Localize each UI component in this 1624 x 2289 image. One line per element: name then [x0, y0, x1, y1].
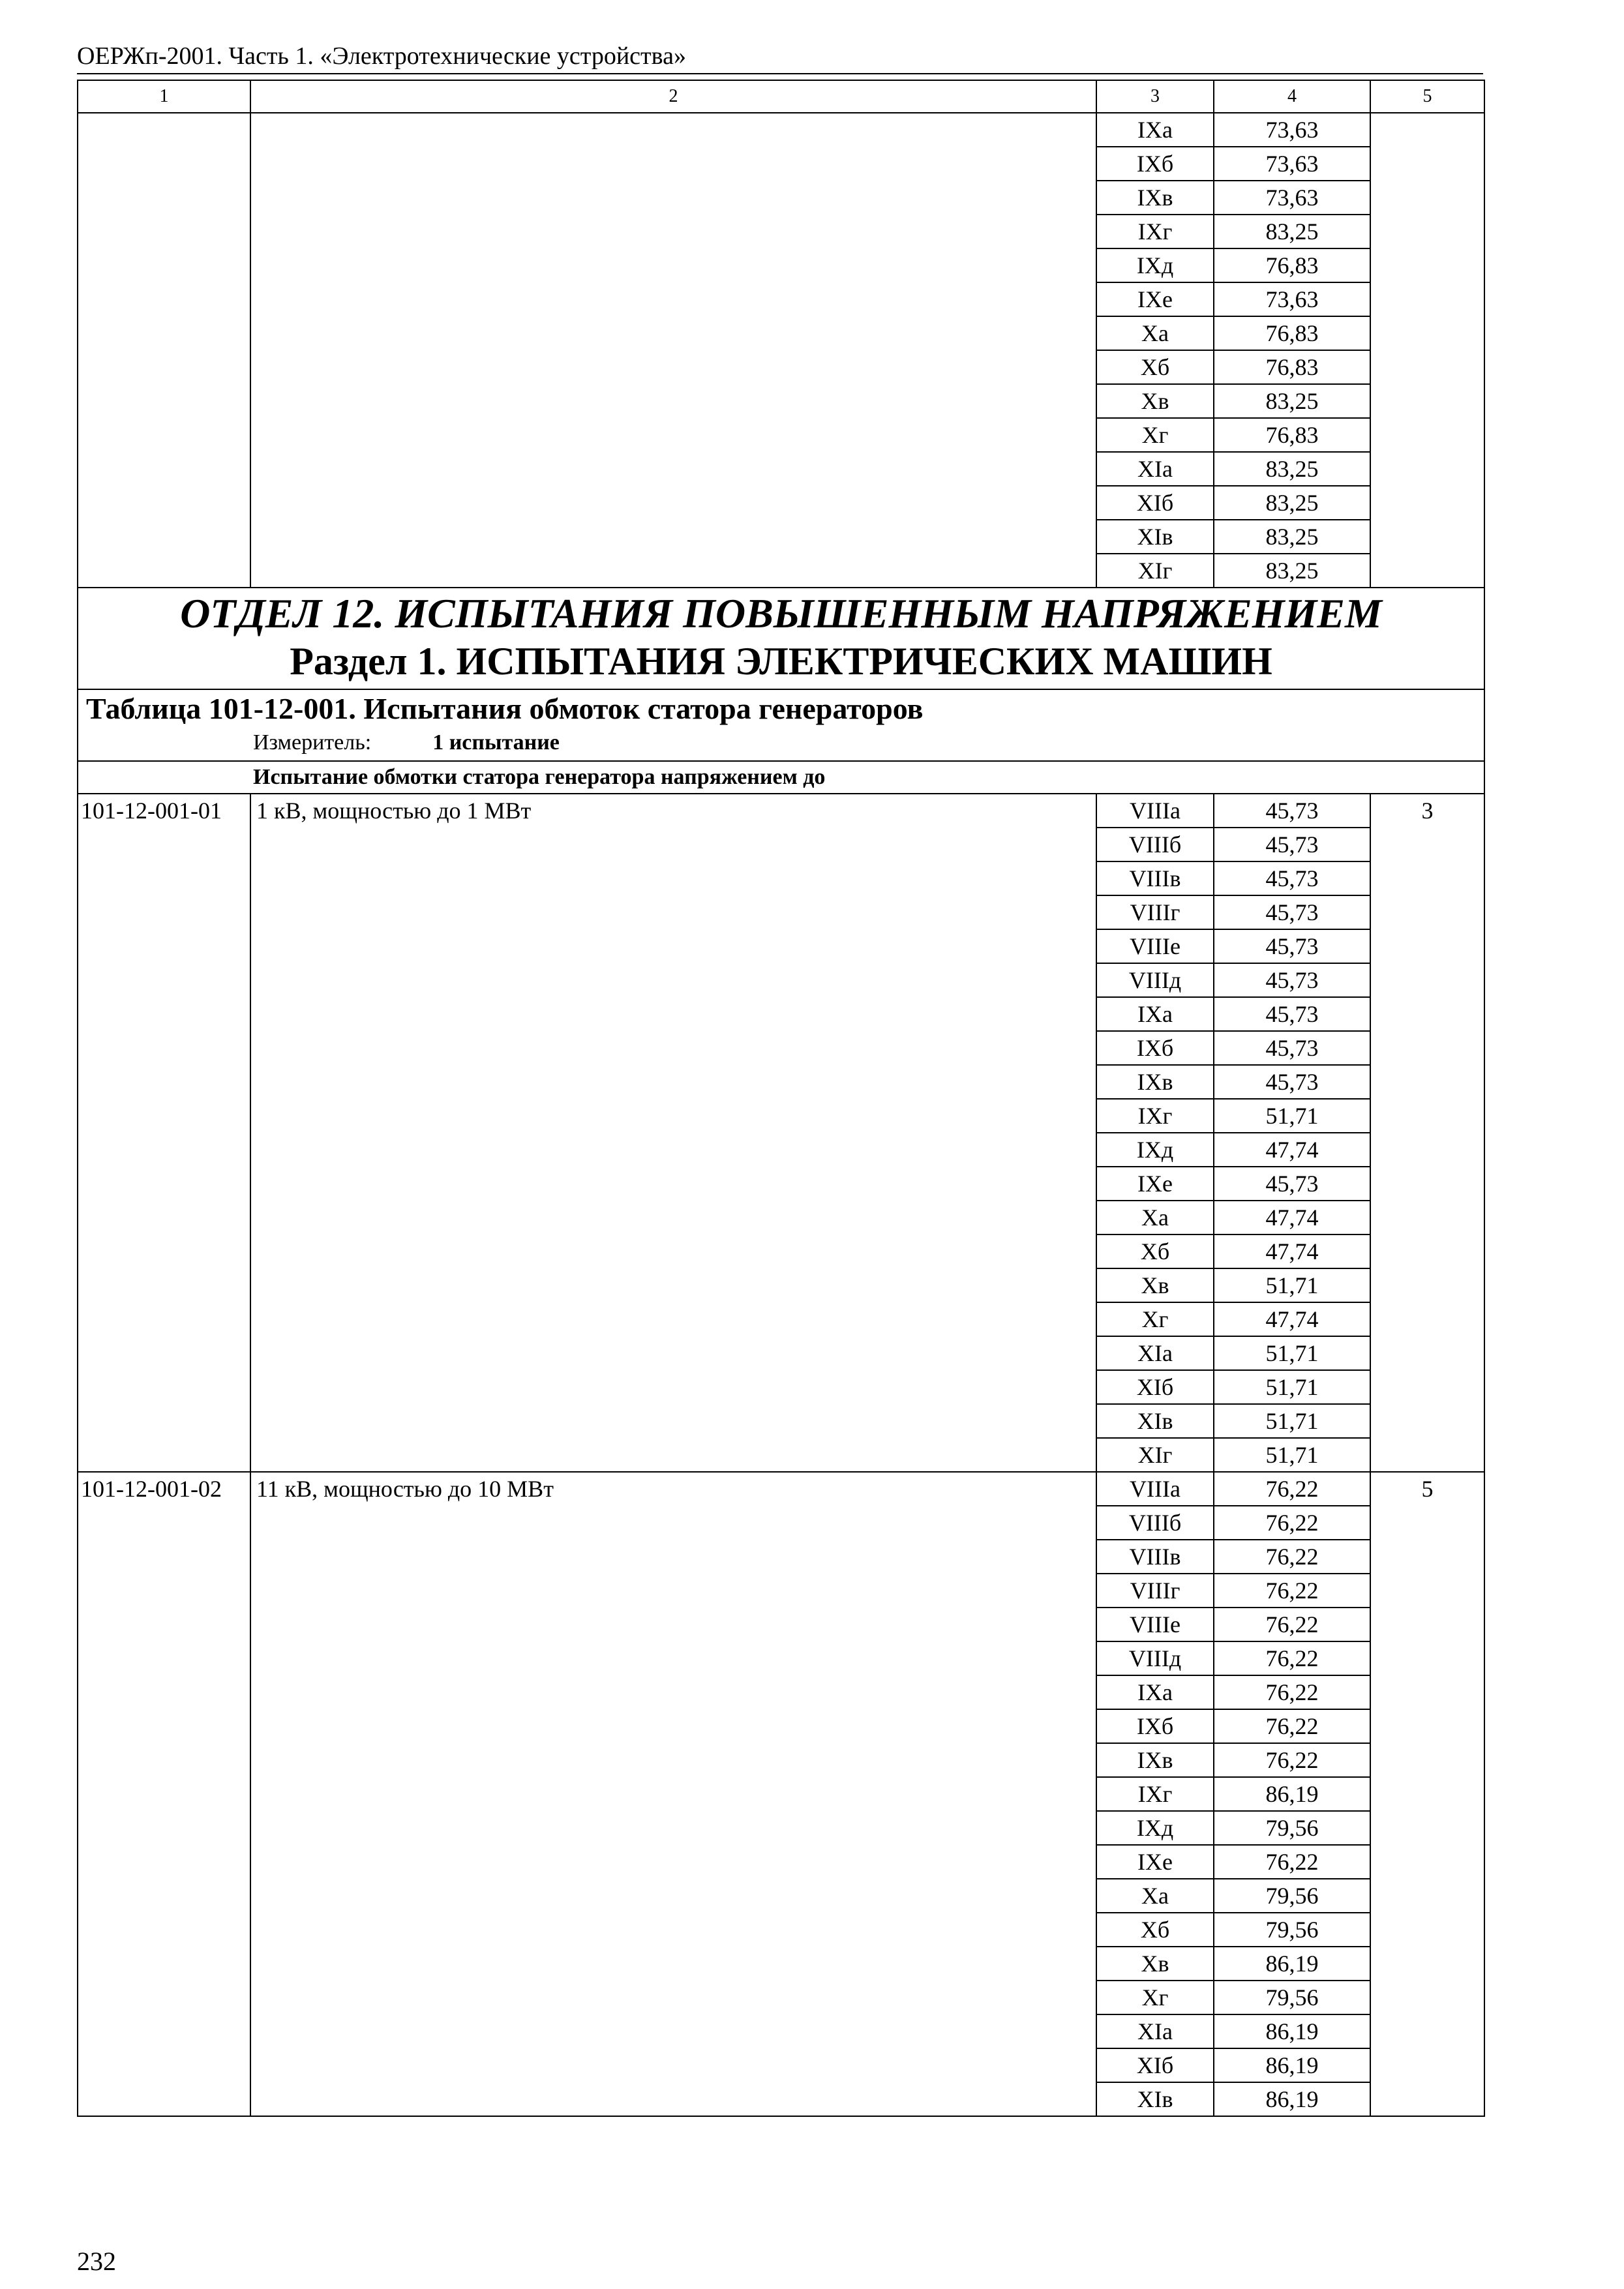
- category-cell: IXд: [1096, 248, 1214, 282]
- category-cell: XIв: [1096, 520, 1214, 554]
- category-cell: IXв: [1096, 181, 1214, 215]
- value-cell: 45,73: [1214, 997, 1370, 1031]
- category-cell: XIб: [1096, 486, 1214, 520]
- value-cell: 45,73: [1214, 895, 1370, 929]
- value-cell: 76,22: [1214, 1675, 1370, 1709]
- category-cell: XIа: [1096, 2014, 1214, 2048]
- value-cell: 51,71: [1214, 1099, 1370, 1133]
- category-cell: IXг: [1096, 1099, 1214, 1133]
- value-cell: 45,73: [1214, 1167, 1370, 1201]
- category-cell: VIIIв: [1096, 861, 1214, 895]
- category-cell: IXв: [1096, 1065, 1214, 1099]
- category-cell: XIа: [1096, 452, 1214, 486]
- value-cell: 83,25: [1214, 486, 1370, 520]
- value-cell: 83,25: [1214, 554, 1370, 588]
- group-title: Испытание обмотки статора генератора напряжением до: [253, 765, 826, 789]
- category-cell: Xа: [1096, 1879, 1214, 1913]
- table-title-row: [78, 689, 1484, 761]
- category-cell: VIIIб: [1096, 828, 1214, 861]
- category-cell: IXд: [1096, 1811, 1214, 1845]
- category-cell: IXг: [1096, 215, 1214, 248]
- category-cell: Xг: [1096, 1302, 1214, 1336]
- value-cell: 45,73: [1214, 1065, 1370, 1099]
- category-cell: Xв: [1096, 384, 1214, 418]
- category-cell: IXб: [1096, 1709, 1214, 1743]
- category-cell: IXа: [1096, 113, 1214, 147]
- value-cell: 79,56: [1214, 1879, 1370, 1913]
- category-cell: VIIIв: [1096, 1540, 1214, 1574]
- category-cell: XIб: [1096, 1370, 1214, 1404]
- item-code: 101-12-001-01: [78, 794, 250, 1472]
- category-cell: Xб: [1096, 350, 1214, 384]
- category-cell: VIIIе: [1096, 929, 1214, 963]
- column-number: 2: [250, 80, 1096, 113]
- value-cell: 76,22: [1214, 1608, 1370, 1641]
- category-cell: XIа: [1096, 1336, 1214, 1370]
- value-cell: 73,63: [1214, 113, 1370, 147]
- value-cell: 86,19: [1214, 2048, 1370, 2082]
- column-number: 4: [1214, 80, 1370, 113]
- value-cell: 73,63: [1214, 282, 1370, 316]
- category-cell: IXа: [1096, 997, 1214, 1031]
- category-cell: IXг: [1096, 1777, 1214, 1811]
- value-cell: 76,22: [1214, 1709, 1370, 1743]
- value-cell: 76,22: [1214, 1506, 1370, 1540]
- value-cell: 51,71: [1214, 1268, 1370, 1302]
- category-cell: IXв: [1096, 1743, 1214, 1777]
- column-number: 3: [1096, 80, 1214, 113]
- category-cell: IXе: [1096, 1845, 1214, 1879]
- value-cell: 45,73: [1214, 929, 1370, 963]
- col5-cell: [1370, 113, 1484, 588]
- value-cell: 79,56: [1214, 1913, 1370, 1947]
- page-header-title: ОЕРЖп-2001. Часть 1. «Электротехнические устройства»: [77, 42, 686, 70]
- value-cell: 51,71: [1214, 1336, 1370, 1370]
- item-col5: 3: [1370, 794, 1484, 1472]
- table-title-cell: [78, 689, 1484, 761]
- category-cell: VIIIд: [1096, 1641, 1214, 1675]
- value-cell: 47,74: [1214, 1234, 1370, 1268]
- column-number-row: [78, 80, 1484, 113]
- page-number: 232: [77, 2247, 116, 2276]
- value-cell: 47,74: [1214, 1302, 1370, 1336]
- value-cell: 79,56: [1214, 1811, 1370, 1845]
- value-cell: 47,74: [1214, 1133, 1370, 1167]
- category-cell: VIIIе: [1096, 1608, 1214, 1641]
- value-cell: 76,83: [1214, 248, 1370, 282]
- value-cell: 76,22: [1214, 1641, 1370, 1675]
- category-cell: XIв: [1096, 2082, 1214, 2116]
- table-row: [78, 113, 1484, 147]
- item-col5: 5: [1370, 1472, 1484, 2116]
- rates-table-body: [78, 80, 1484, 2116]
- measure-label: Измеритель:: [253, 730, 372, 755]
- category-cell: Xа: [1096, 1201, 1214, 1234]
- column-number: 5: [1370, 80, 1484, 113]
- value-cell: 51,71: [1214, 1438, 1370, 1472]
- value-cell: 79,56: [1214, 1981, 1370, 2014]
- value-cell: 76,83: [1214, 316, 1370, 350]
- value-cell: 76,22: [1214, 1540, 1370, 1574]
- value-cell: 73,63: [1214, 147, 1370, 181]
- value-cell: 86,19: [1214, 1777, 1370, 1811]
- category-cell: VIIIг: [1096, 1574, 1214, 1608]
- category-cell: VIIIд: [1096, 963, 1214, 997]
- description-cell: [250, 113, 1096, 588]
- value-cell: 45,73: [1214, 963, 1370, 997]
- category-cell: IXа: [1096, 1675, 1214, 1709]
- category-cell: VIIIа: [1096, 794, 1214, 828]
- category-cell: XIв: [1096, 1404, 1214, 1438]
- rates-table: [77, 80, 1485, 2117]
- group-title-row: [78, 761, 1484, 794]
- category-cell: VIIIб: [1096, 1506, 1214, 1540]
- value-cell: 47,74: [1214, 1201, 1370, 1234]
- value-cell: 45,73: [1214, 1031, 1370, 1065]
- category-cell: Xа: [1096, 316, 1214, 350]
- item-code: 101-12-001-02: [78, 1472, 250, 2116]
- value-cell: 83,25: [1214, 384, 1370, 418]
- table-row: [78, 794, 1484, 828]
- value-cell: 76,22: [1214, 1574, 1370, 1608]
- category-cell: VIIIа: [1096, 1472, 1214, 1506]
- category-cell: Xб: [1096, 1913, 1214, 1947]
- section-header-row: [78, 588, 1484, 689]
- section-header-cell: [78, 588, 1484, 689]
- category-cell: XIг: [1096, 1438, 1214, 1472]
- category-cell: XIг: [1096, 554, 1214, 588]
- value-cell: 83,25: [1214, 215, 1370, 248]
- value-cell: 45,73: [1214, 794, 1370, 828]
- code-cell: [78, 113, 250, 588]
- value-cell: 76,22: [1214, 1845, 1370, 1879]
- measure-line: [78, 728, 1484, 760]
- value-cell: 76,22: [1214, 1472, 1370, 1506]
- category-cell: IXб: [1096, 1031, 1214, 1065]
- value-cell: 76,22: [1214, 1743, 1370, 1777]
- value-cell: 73,63: [1214, 181, 1370, 215]
- value-cell: 83,25: [1214, 452, 1370, 486]
- value-cell: 51,71: [1214, 1370, 1370, 1404]
- value-cell: 51,71: [1214, 1404, 1370, 1438]
- column-number: 1: [78, 80, 250, 113]
- category-cell: IXе: [1096, 1167, 1214, 1201]
- table-row: [78, 1472, 1484, 1506]
- category-cell: XIб: [1096, 2048, 1214, 2082]
- value-cell: 45,73: [1214, 828, 1370, 861]
- category-cell: IXе: [1096, 282, 1214, 316]
- category-cell: Xг: [1096, 1981, 1214, 2014]
- table-title: Таблица 101-12-001. Испытания обмоток статора генераторов: [86, 692, 924, 725]
- measure-value: 1 испытание: [432, 730, 560, 755]
- item-description: 11 кВ, мощностью до 10 МВт: [250, 1472, 1096, 2116]
- item-description: 1 кВ, мощностью до 1 МВт: [250, 794, 1096, 1472]
- value-cell: 86,19: [1214, 2014, 1370, 2048]
- category-cell: VIIIг: [1096, 895, 1214, 929]
- category-cell: Xб: [1096, 1234, 1214, 1268]
- header-rule: [77, 73, 1483, 74]
- category-cell: Xв: [1096, 1268, 1214, 1302]
- department-title: ОТДЕЛ 12. ИСПЫТАНИЯ ПОВЫШЕННЫМ НАПРЯЖЕНИЕМ: [180, 590, 1382, 636]
- section-title: Раздел 1. ИСПЫТАНИЯ ЭЛЕКТРИЧЕСКИХ МАШИН: [290, 640, 1272, 683]
- group-title-cell: [78, 761, 1484, 794]
- value-cell: 45,73: [1214, 861, 1370, 895]
- value-cell: 76,83: [1214, 350, 1370, 384]
- value-cell: 76,83: [1214, 418, 1370, 452]
- value-cell: 86,19: [1214, 1947, 1370, 1981]
- category-cell: IXб: [1096, 147, 1214, 181]
- category-cell: Xв: [1096, 1947, 1214, 1981]
- value-cell: 86,19: [1214, 2082, 1370, 2116]
- value-cell: 83,25: [1214, 520, 1370, 554]
- category-cell: Xг: [1096, 418, 1214, 452]
- category-cell: IXд: [1096, 1133, 1214, 1167]
